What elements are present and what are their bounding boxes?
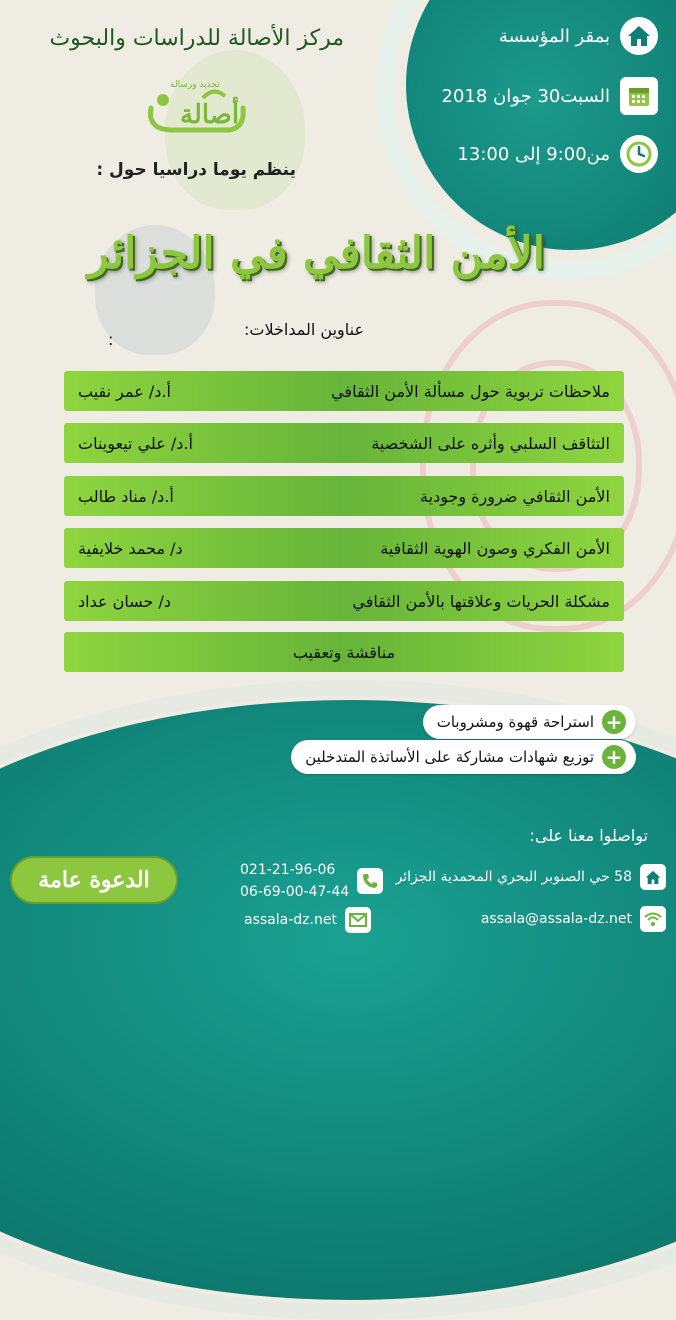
discussion-bar: [64, 632, 624, 672]
email-row: [481, 906, 666, 932]
session-topic: ملاحظات تربوية حول مسألة الأمن الثقافي: [331, 381, 610, 401]
address-text: 58 حي الصنوبر البحري المحمدية الجزائر: [395, 869, 632, 885]
session-bar: [64, 423, 624, 463]
certificates-text: توزيع شهادات مشاركة على الأساتذة المتدخلين: [305, 748, 594, 766]
contact-title: تواصلوا معنا على:: [529, 826, 648, 845]
date-text: السبت30 جوان 2018: [441, 85, 610, 107]
home-icon: [620, 17, 658, 55]
session-topic: الأمن الفكري وصون الهوية الثقافية: [380, 538, 610, 558]
clock-icon: [620, 135, 658, 173]
address-row: [396, 864, 666, 890]
phone-number-2[interactable]: 06-69-00-47-44: [240, 884, 350, 900]
plus-icon: +: [602, 745, 626, 769]
website-row: [244, 907, 371, 933]
venue-text: بمقر المؤسسة: [498, 25, 610, 47]
time-text: من9:00 إلى 13:00: [457, 143, 610, 165]
plus-icon: +: [602, 710, 626, 734]
email-text[interactable]: assala@assala-dz.net: [480, 911, 632, 927]
time-row: [457, 134, 658, 174]
event-title: الأمن الثقافي في الجزائر: [87, 228, 545, 279]
session-topic: مشكلة الحريات وعلاقتها بالأمن الثقافي: [352, 591, 610, 611]
venue-row: [499, 16, 658, 56]
session-bar: [64, 528, 624, 568]
logo-word: أصالة: [180, 100, 240, 130]
session-topic: التثاقف السلبي وأثره على الشخصية: [371, 433, 610, 453]
session-topic: الأمن الثقافي ضرورة وجودية: [420, 486, 610, 506]
intro-text: ينظم يوما دراسيا حول :: [96, 160, 296, 180]
phone-row: [240, 862, 383, 900]
home-icon: [640, 864, 666, 890]
organization-name: مركز الأصالة للدراسات والبحوث: [49, 26, 344, 51]
date-row: [442, 76, 658, 116]
sessions-label: عناوين المداخلات:: [244, 320, 364, 339]
public-invitation-badge: الدعوة عامة: [10, 856, 178, 904]
wifi-icon: [640, 906, 666, 932]
coffee-break-text: استراحة قهوة ومشروبات: [436, 713, 594, 731]
session-speaker: د/ حسان عداد: [78, 591, 171, 611]
session-bar: [64, 476, 624, 516]
session-bar: [64, 581, 624, 621]
mail-icon: [345, 907, 371, 933]
coffee-break-pill: [423, 705, 636, 739]
phone-icon: [357, 868, 383, 894]
session-bar: [64, 371, 624, 411]
certificates-pill: [291, 740, 636, 774]
footer-teal-area: [0, 700, 676, 1300]
session-speaker: د/ محمد خلايفية: [78, 538, 183, 558]
session-speaker: أ.د/ مناد طالب: [78, 486, 174, 506]
calendar-icon: [620, 77, 658, 115]
sessions-colon: :: [108, 330, 114, 349]
session-speaker: أ.د/ علي تيعوينات: [78, 433, 193, 453]
discussion-text: مناقشة وتعقيب: [292, 642, 396, 662]
logo-tagline: تجديد ورسالة: [170, 80, 220, 90]
website-text[interactable]: assala-dz.net: [244, 912, 337, 928]
phone-numbers: [240, 862, 349, 900]
phone-number-1[interactable]: 021-21-96-06: [240, 862, 336, 878]
session-speaker: أ.د/ عمر نقيب: [78, 381, 171, 401]
